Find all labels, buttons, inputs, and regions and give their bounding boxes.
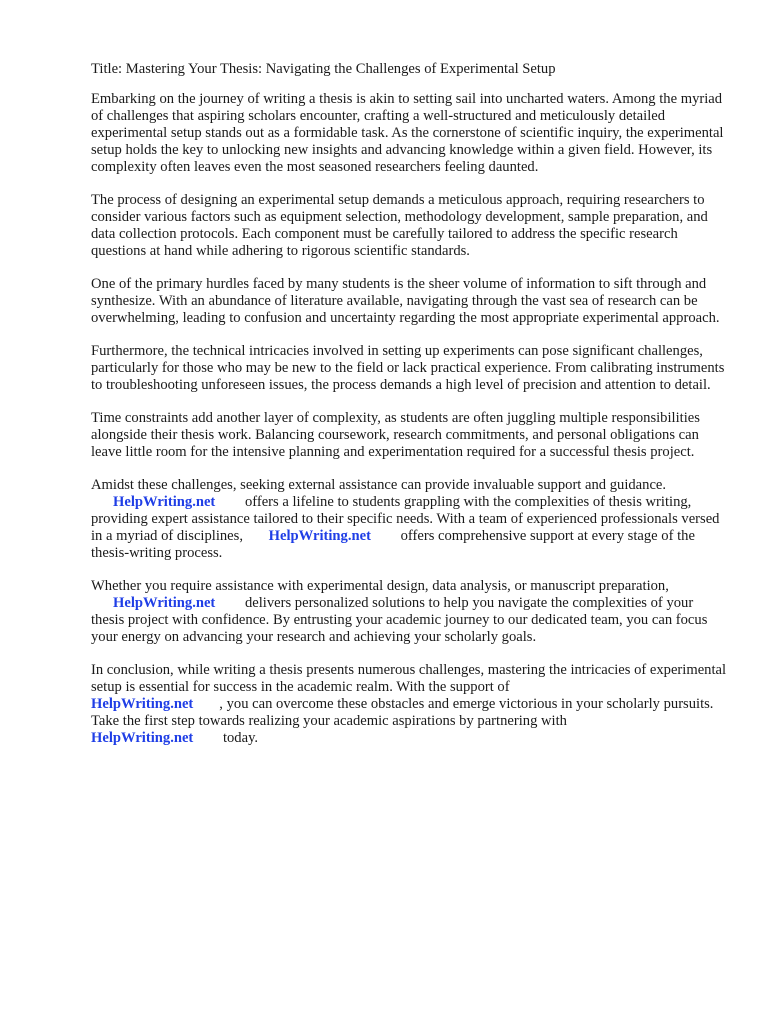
- paragraph-time-constraints: Time constraints add another layer of complexity, as students are often juggling multiple responsibilities alongside their thesis work. Balancing coursework, research commitments, and personal obligations can leave little room for the intensive planning and experimentation required for a successful thesis project.: [91, 410, 700, 460]
- paragraph-conclusion-text-1: In conclusion, while writing a thesis presents numerous challenges, mastering the intricacies of experimental setup is essential for success in the academic realm. With the support of: [91, 662, 727, 695]
- paragraph-conclusion: [91, 662, 728, 747]
- paragraph-assistance: [91, 477, 728, 562]
- paragraph-conclusion-text-2: , you can overcome these obstacles and emerge victorious in your scholarly pursuits. Take the first step towards realizing your academic aspirations by partnering with: [91, 696, 714, 729]
- paragraph-assistance-text-1: Amidst these challenges, seeking external assistance can provide invaluable support and guidance.: [91, 477, 667, 493]
- paragraph-assistance-text-3: offers comprehensive support at every stage of the thesis-writing process.: [91, 528, 695, 561]
- paragraph-services: [91, 578, 728, 646]
- paragraph-hurdles: One of the primary hurdles faced by many students is the sheer volume of information to sift through and synthesize. With an abundance of literature available, navigating through the vast sea of research can be overwhelming, leading to confusion and uncertainty regarding the most appropriate experimental approach.: [91, 276, 720, 326]
- document-title: Title: Mastering Your Thesis: Navigating the Challenges of Experimental Setup: [91, 61, 556, 77]
- paragraph-assistance-text-2: offers a lifeline to students grappling with the complexities of thesis writing, providing expert assistance tailored to their specific needs. With a team of experienced professionals versed in a myriad of disciplines,: [91, 494, 720, 544]
- helpwriting-link-1[interactable]: HelpWriting.net: [113, 494, 216, 510]
- paragraph-conclusion-text-3: today.: [219, 730, 259, 746]
- helpwriting-link-5[interactable]: HelpWriting.net: [91, 730, 194, 746]
- paragraph-services-text-1: Whether you require assistance with experimental design, data analysis, or manuscript preparation,: [91, 578, 669, 594]
- paragraph-process: The process of designing an experimental setup demands a meticulous approach, requiring researchers to consider various factors such as equipment selection, methodology development, sample preparation, and data collection protocols. Each component must be carefully tailored to address the specific research questions at hand while adhering to rigorous scientific standards.: [91, 192, 708, 259]
- helpwriting-link-3[interactable]: HelpWriting.net: [113, 595, 216, 611]
- paragraph-technical: Furthermore, the technical intricacies involved in setting up experiments can pose significant challenges, particularly for those who may be new to the field or lack practical experience. From calibrating instruments to troubleshooting unforeseen issues, the process demands a high level of precision and attention to detail.: [91, 343, 725, 393]
- helpwriting-link-4[interactable]: HelpWriting.net: [91, 696, 194, 712]
- helpwriting-link-2[interactable]: HelpWriting.net: [268, 528, 371, 544]
- paragraph-intro: Embarking on the journey of writing a thesis is akin to setting sail into uncharted waters. Among the myriad of challenges that aspiring scholars encounter, crafting a well-structured and meticulously detailed experimental setup stands out as a formidable task. As the cornerstone of scientific inquiry, the experimental setup holds the key to unlocking new insights and advancing knowledge within a given field. However, its complexity often leaves even the most seasoned researchers feeling daunted.: [91, 91, 724, 175]
- paragraph-services-text-2: delivers personalized solutions to help you navigate the complexities of your thesis project with confidence. By entrusting your academic journey to our dedicated team, you can focus your energy on advancing your research and achieving your scholarly goals.: [91, 595, 708, 645]
